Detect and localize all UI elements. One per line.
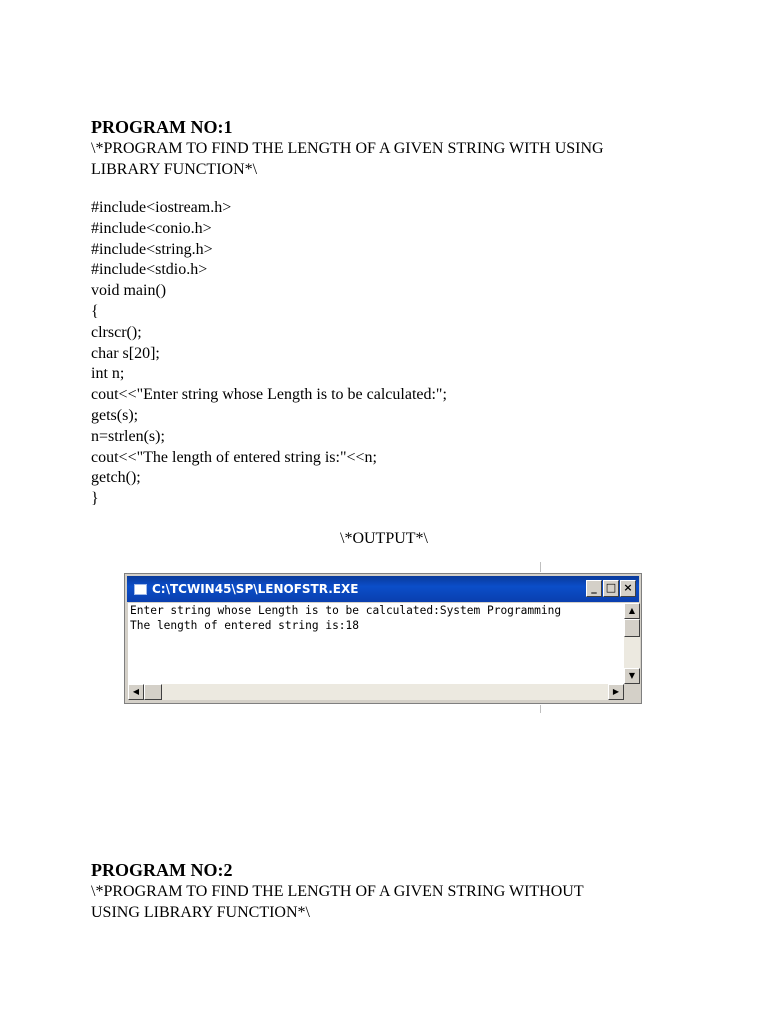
vertical-scrollbar[interactable]: [624, 603, 640, 684]
program-2-description-line-1: \*PROGRAM TO FIND THE LENGTH OF A GIVEN STRING WITHOUT: [91, 883, 584, 900]
console-line-2: The length of entered string is:18: [130, 619, 360, 632]
close-button[interactable]: ×: [620, 580, 636, 597]
program-1-description-line-2: LIBRARY FUNCTION*\: [91, 161, 258, 178]
console-window-title: C:\TCWIN45\SP\LENOFSTR.EXE: [152, 582, 359, 596]
program-1-description: [91, 138, 691, 180]
program-1-source-code: #include<iostream.h> #include<conio.h> #include<string.h> #include<stdio.h> void main() { clrscr(); char s[20]; int n; cout<<"Enter string whose Length is to be calculated:"; gets(s); n=strlen(s); cout<<"The length of entered string is:"<<n; getch(); }: [91, 199, 447, 508]
console-title-bar[interactable]: [127, 576, 639, 602]
guide-line-top: [540, 562, 541, 572]
program-2-description: [91, 881, 691, 923]
scroll-up-icon[interactable]: ▲: [624, 603, 640, 619]
output-label: \*OUTPUT*\: [340, 530, 428, 547]
guide-line-bottom: [540, 705, 541, 713]
program-2-heading: PROGRAM NO:2: [91, 860, 233, 880]
horizontal-scrollbar[interactable]: [128, 684, 624, 700]
console-window: [124, 573, 642, 704]
scroll-left-icon[interactable]: ◀: [128, 684, 144, 700]
scroll-right-icon[interactable]: ▶: [608, 684, 624, 700]
program-1-description-line-1: \*PROGRAM TO FIND THE LENGTH OF A GIVEN STRING WITH USING: [91, 140, 604, 157]
minimize-button[interactable]: _: [586, 580, 602, 597]
horizontal-scroll-thumb[interactable]: [144, 684, 162, 700]
maximize-button[interactable]: □: [603, 580, 619, 597]
console-window-icon[interactable]: [134, 584, 147, 595]
program-1-heading: PROGRAM NO:1: [91, 117, 233, 137]
program-2-description-line-2: USING LIBRARY FUNCTION*\: [91, 904, 310, 921]
scroll-down-icon[interactable]: ▼: [624, 668, 640, 684]
console-line-1: Enter string whose Length is to be calculated:System Programming: [130, 604, 562, 617]
scrollbar-corner: [624, 684, 640, 700]
vertical-scroll-thumb[interactable]: [624, 619, 640, 637]
console-output[interactable]: [128, 603, 624, 684]
